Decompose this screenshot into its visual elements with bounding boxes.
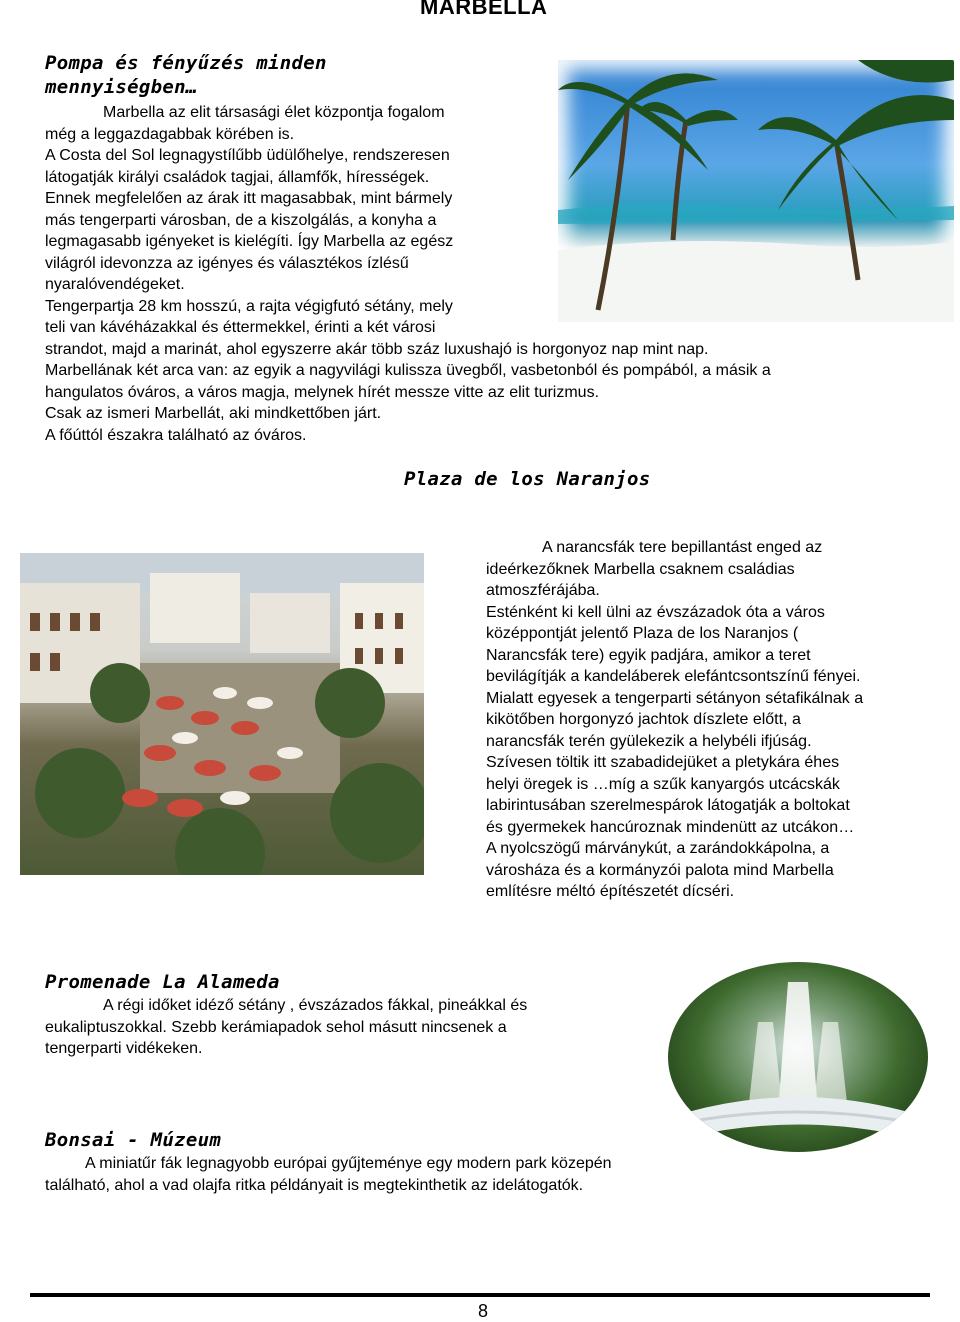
intro-line: nyaralóvendégeket.: [45, 276, 185, 293]
plaza-line: Szívesen töltik itt szabadidejüket a pletykára éhes: [486, 754, 840, 771]
plaza-line: helyi öregek is …míg a szűk kanyargós utcácskák: [486, 775, 840, 793]
intro-heading: [45, 51, 327, 99]
fountain-photo: [668, 962, 928, 1152]
bonsai-line: található, ahol a vad olajfa ritka példányait is megtekinthetik az idelátogatók.: [45, 1176, 584, 1194]
plaza-line: és gyermekek hancúroznak mindenütt az utcákon…: [486, 818, 855, 836]
intro-line: strandot, majd a marinát, ahol egyszerre akár több száz luxushajó is horgonyoz nap mint nap.: [45, 340, 709, 358]
intro-line: Ennek megfelelően az árak itt magasabbak, mint bármely: [45, 190, 453, 207]
plaza-paragraph: [486, 537, 863, 903]
intro-line: hangulatos óváros, a város magja, melynek hírét messze vitte az elit turizmus.: [45, 383, 600, 401]
intro-line: Marbella az elit társasági élet központja fogalom: [103, 104, 445, 121]
alameda-line: tengerparti vidékeken.: [45, 1040, 203, 1057]
bonsai-paragraph: [45, 1153, 612, 1196]
fountain-illustration: [668, 962, 928, 1152]
plaza-photo: [20, 553, 424, 875]
intro-line: Marbellának két arca van: az egyik a nagyvilági kulissza üvegből, vasbetonból és pompából, a másik a: [45, 362, 771, 379]
intro-line: teli van kávéházakkal és éttermekkel, érinti a két városi: [45, 319, 436, 336]
footer-rule: [30, 1293, 930, 1297]
plaza-line: Esténként ki kell ülni az évszázadok óta a város: [486, 603, 825, 621]
intro-line: Csak az ismeri Marbellát, aki mindkettőben járt.: [45, 405, 382, 422]
plaza-line: említésre méltó építészetét dícséri.: [486, 883, 735, 900]
plaza-line: A nyolcszögű márványkút, a zarándokkápolna, a: [486, 840, 830, 857]
plaza-line: narancsfák terén gyülekezik a helybéli ifjúság.: [486, 732, 812, 750]
bonsai-heading: Bonsai - Múzeum: [45, 1129, 222, 1151]
beach-palm-illustration: [558, 60, 954, 322]
intro-line: Tengerpartja 28 km hosszú, a rajta végigfutó sétány, mely: [45, 297, 453, 315]
alameda-line: A régi időket idéző sétány , évszázados fákkal, pineákkal és: [103, 997, 528, 1014]
intro-line: látogatják királyi családok tagjai, államfők, hírességek.: [45, 168, 430, 186]
intro-line: A Costa del Sol legnagystílűbb üdülőhelye, rendszeresen: [45, 147, 450, 164]
plaza-line: bevilágítják a kandeláberek elefántcsontszínű fényei.: [486, 668, 861, 685]
plaza-line: Narancsfák tere) egyik padjára, amikor a teret: [486, 646, 811, 664]
intro-line: világról idevonzza az igényes és választékos ízlésű: [45, 254, 409, 272]
plaza-line: atmoszférájába.: [486, 582, 600, 599]
intro-line: A főúttól északra található az óváros.: [45, 426, 307, 444]
plaza-square-illustration: [20, 553, 424, 875]
alameda-line: eukaliptuszokkal. Szebb kerámiapadok sehol másutt nincsenek a: [45, 1018, 507, 1036]
plaza-line: Mialatt egyesek a tengerparti sétányon sétafikálnak a: [486, 689, 864, 707]
plaza-line: kikötőben horgonyzó jachtok díszlete előtt, a: [486, 711, 801, 728]
intro-heading-line: mennyiségben…: [45, 76, 198, 98]
bonsai-line: A miniatűr fák legnagyobb európai gyűjteménye egy modern park közepén: [85, 1155, 612, 1172]
plaza-line: labirintusában szerelmespárok látogatják a boltokat: [486, 797, 850, 814]
page-title: MARBELLA: [420, 0, 548, 19]
plaza-line: A narancsfák tere bepillantást enged az: [542, 539, 823, 556]
plaza-line: ideérkezőknek Marbella csaknem családias: [486, 560, 795, 578]
intro-line: más tengerparti városban, de a kiszolgálás, a konyha a: [45, 211, 437, 229]
alameda-paragraph: [45, 995, 527, 1060]
alameda-heading: Promenade La Alameda: [45, 971, 280, 993]
intro-heading-line: Pompa és fényűzés minden: [45, 52, 327, 74]
intro-line: még a leggazdagabbak körében is.: [45, 125, 295, 143]
plaza-heading: Plaza de los Naranjos: [404, 468, 651, 490]
beach-palm-photo: [558, 60, 954, 322]
intro-line: legmagasabb igényeket is kielégíti. Így Marbella az egész: [45, 233, 454, 250]
page-number: 8: [478, 1301, 489, 1321]
plaza-line: középpontját jelentő Plaza de los Naranjos (: [486, 625, 799, 642]
plaza-line: városháza és a kormányzói palota mind Marbella: [486, 861, 834, 879]
